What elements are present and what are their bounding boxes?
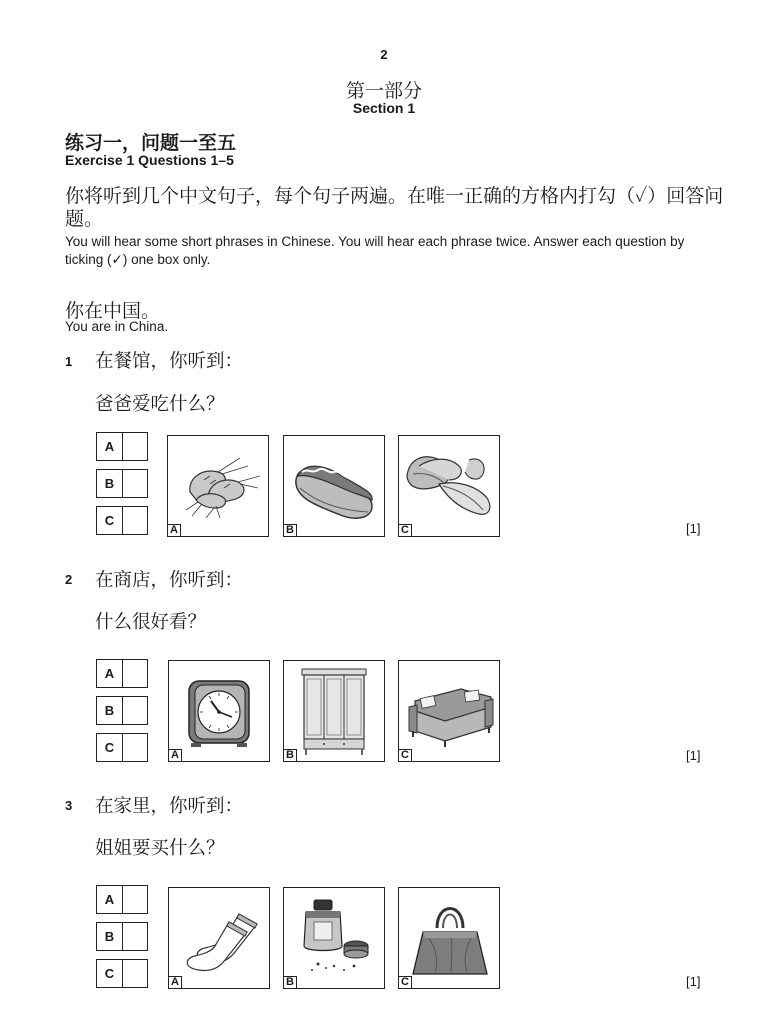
- picture-b: [283, 660, 385, 762]
- context-en: You are in China.: [65, 319, 169, 334]
- section-title-zh: 第一部分: [345, 80, 422, 102]
- tick-cell[interactable]: [123, 886, 147, 913]
- answer-box-a[interactable]: [96, 885, 148, 914]
- picture-b: [283, 887, 385, 989]
- question-prompt: 在家里，你听到：: [95, 796, 244, 817]
- answer-box-c[interactable]: [96, 959, 148, 988]
- answer-box-a[interactable]: [96, 659, 148, 688]
- context-zh: 你在中国。: [65, 300, 161, 322]
- tick-cell[interactable]: [123, 470, 147, 497]
- picture-label: B: [283, 749, 297, 762]
- tick-cell[interactable]: [123, 923, 147, 950]
- picture-c: [398, 887, 500, 989]
- marks: [1]: [686, 974, 701, 989]
- sofa-icon: [399, 661, 499, 761]
- question-text: 爸爸爱吃什么？: [95, 394, 225, 415]
- tick-cell[interactable]: [123, 507, 147, 534]
- instructions-zh: 你将听到几个中文句子，每个句子两遍。在唯一正确的方格内打勾（✓）回答问题。: [65, 185, 724, 230]
- answer-box-c[interactable]: [96, 506, 148, 535]
- answer-letter: B: [97, 923, 123, 950]
- question-number: 1: [65, 354, 73, 369]
- page-number: 2: [380, 47, 388, 62]
- marks: [1]: [686, 748, 701, 763]
- answer-letter: B: [97, 470, 123, 497]
- shrimp-icon: [168, 436, 268, 536]
- answer-box-a[interactable]: [96, 432, 148, 461]
- question-text: 姐姐要买什么？: [95, 838, 225, 859]
- picture-a: [168, 660, 270, 762]
- picture-label: A: [168, 749, 182, 762]
- tick-cell[interactable]: [123, 433, 147, 460]
- answer-box-b[interactable]: [96, 922, 148, 951]
- answer-letter: A: [97, 886, 123, 913]
- exercise-title-en: Exercise 1 Questions 1–5: [65, 152, 234, 168]
- tick-cell[interactable]: [123, 660, 147, 687]
- answer-letter: B: [97, 697, 123, 724]
- picture-label: A: [167, 524, 181, 537]
- picture-label: C: [398, 749, 412, 762]
- picture-label: A: [168, 976, 182, 989]
- answer-box-b[interactable]: [96, 696, 148, 725]
- section-title-en: Section 1: [352, 100, 416, 116]
- exercise-title-zh: 练习一，问题一至五: [65, 132, 237, 154]
- tick-cell[interactable]: [123, 697, 147, 724]
- question-prompt: 在餐馆，你听到：: [95, 351, 244, 372]
- question-number: 3: [65, 798, 73, 813]
- answer-box-b[interactable]: [96, 469, 148, 498]
- answer-letter: A: [97, 433, 123, 460]
- wardrobe-icon: [284, 661, 384, 761]
- picture-label: C: [398, 524, 412, 537]
- picture-c: [398, 435, 500, 537]
- answer-letter: C: [97, 734, 123, 761]
- answer-letter: A: [97, 660, 123, 687]
- picture-label: C: [398, 976, 412, 989]
- question-text: 什么很好看？: [95, 612, 207, 633]
- answer-letter: C: [97, 960, 123, 987]
- clock-icon: [169, 661, 269, 761]
- picture-a: [167, 435, 269, 537]
- answer-box-c[interactable]: [96, 733, 148, 762]
- hotdog-icon: [284, 436, 384, 536]
- socks-icon: [169, 888, 269, 988]
- question-prompt: 在商店，你听到：: [95, 570, 244, 591]
- tick-cell[interactable]: [123, 960, 147, 987]
- picture-label: B: [283, 524, 297, 537]
- instructions-en: You will hear some short phrases in Chinese. You will hear each phrase twice. Answer each question by ticking (✓) one box only.: [65, 234, 685, 267]
- ink-bottle-icon: [284, 888, 384, 988]
- tick-cell[interactable]: [123, 734, 147, 761]
- picture-c: [398, 660, 500, 762]
- bok-choy-icon: [399, 436, 499, 536]
- picture-b: [283, 435, 385, 537]
- handbag-icon: [399, 888, 499, 988]
- picture-label: B: [283, 976, 297, 989]
- question-number: 2: [65, 572, 73, 587]
- marks: [1]: [686, 521, 701, 536]
- picture-a: [168, 887, 270, 989]
- answer-letter: C: [97, 507, 123, 534]
